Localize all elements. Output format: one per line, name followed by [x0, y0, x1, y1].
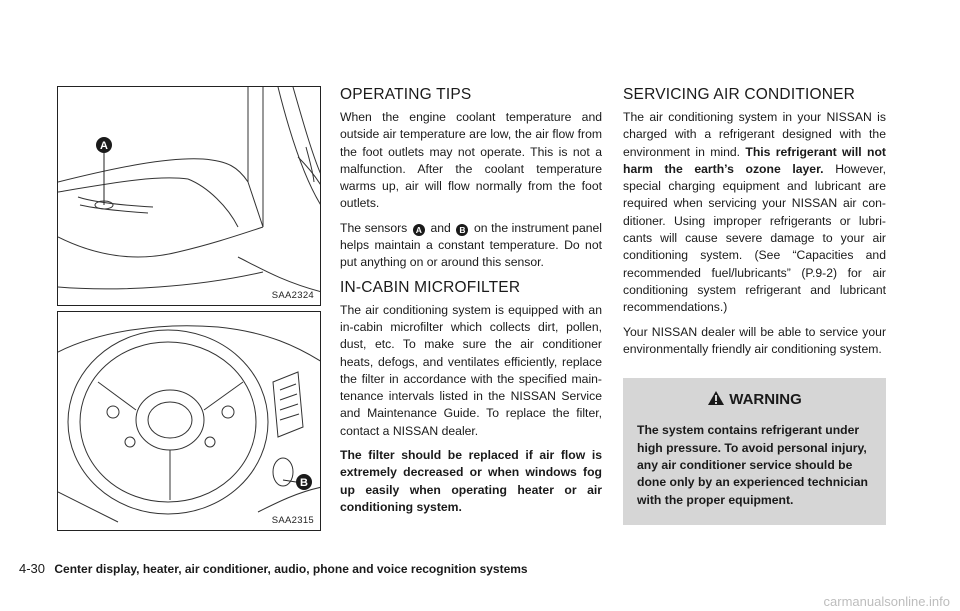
servicing-text-end: However, special charging equipment and lubricant are required when servicing your NISSAN air con-ditioner. Using improper refrigerants or lubri-cants will cause severe damage to your air conditioning system. (See “Capacities and recommended fuel/lubricants” (P.9-2) for air conditioning system refrigerant and lubricant recommendations.)	[623, 161, 886, 315]
sensor-b-illustration	[57, 311, 321, 531]
warning-title: WARNING	[729, 391, 802, 409]
warning-box	[623, 378, 886, 525]
warning-text: The system contains refrigerant under high pressure. To avoid personal injury, any air conditioner service should be done only by an experienced technician with the proper equipment.	[637, 423, 868, 507]
marker-a: A	[413, 224, 425, 236]
callout-a-label: A	[100, 140, 108, 152]
sensors-text-end: on the instrument panel helps maintain a constant temperature. Do not put anything on or around this sensor.	[340, 220, 602, 270]
servicing-heading: SERVICING AIR CONDITIONER	[623, 86, 856, 103]
figure-caption: SAA2324	[271, 290, 314, 301]
microfilter-heading: IN-CABIN MICROFILTER	[340, 278, 521, 296]
servicing-paragraph	[623, 109, 886, 317]
callout-b-label: B	[300, 477, 308, 489]
right-column	[623, 86, 886, 525]
sensor-a-illustration	[57, 86, 321, 306]
sensors-text-start: The sensors	[340, 220, 408, 235]
middle-column	[340, 86, 602, 523]
servicing-ozone-note: This refrigerant will not harm the earth’s ozone layer.	[623, 144, 886, 176]
marker-b: B	[456, 224, 468, 236]
sensors-and: and	[430, 220, 451, 235]
warning-triangle-icon	[707, 390, 725, 406]
servicing-text-start: The air conditioning system in your NISSAN is charged with a refrigerant designed with the environment in mind.	[623, 110, 886, 159]
operating-tips-heading: OPERATING TIPS	[340, 86, 472, 103]
dealer-paragraph: Your NISSAN dealer will be able to service your environmentally friendly air conditioning system.	[623, 324, 886, 356]
watermark: carmanualsonline.info	[823, 594, 950, 609]
sensors-paragraph	[340, 220, 602, 272]
page-number: 4-30	[19, 561, 46, 576]
microfilter-paragraph: The air conditioning system is equipped with an in-cabin microfilter which collects dirt, pollen, dust, etc. To make sure the air conditioner heats, defogs, and ventilates efficiently, replace the filter in accordance with the specified main-tenance intervals listed in the NISSAN Service and Maintenance Guide. To replace the filter, contact a NISSAN dealer.	[340, 302, 602, 438]
microfilter-note: The filter should be replaced if air flow is extremely decreased or when windows fog up easily when operating heater or air conditioning system.	[340, 448, 602, 514]
operating-tips-paragraph: When the engine coolant temperature and outside air temperature are low, the air flow from the foot outlets may not operate. This is not a malfunction. After the coolant temperature warms up, air will flow normally from the foot outlets.	[340, 110, 602, 211]
dashboard-pillar-drawing	[58, 87, 321, 306]
figure-caption: SAA2315	[271, 515, 314, 526]
steering-wheel-drawing	[58, 312, 321, 531]
page-footer	[19, 561, 528, 576]
warning-header	[637, 390, 872, 408]
footer-section-title: Center display, heater, air conditioner, audio, phone and voice recognition systems	[54, 562, 528, 576]
